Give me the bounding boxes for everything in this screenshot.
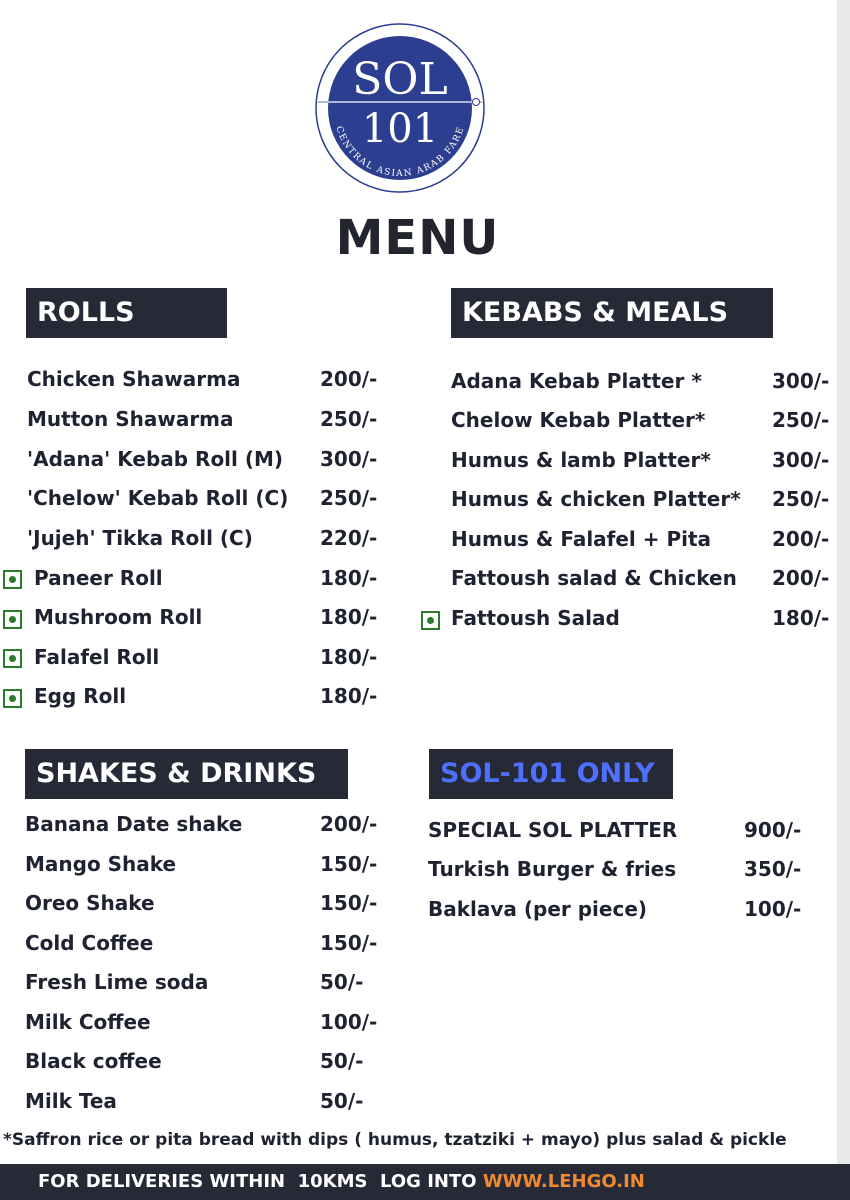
delivery-link[interactable]: WWW.LEHGO.IN [482,1171,645,1192]
item-name: Banana Date shake [25,812,243,836]
section-heading-rolls: ROLLS [26,288,227,338]
item-price: 220/- [320,526,378,550]
item-name: Mutton Shawarma [27,407,234,431]
item-price: 50/- [320,1089,364,1113]
item-price: 150/- [320,891,378,915]
delivery-text-wrap [38,1171,645,1192]
item-name: Cold Coffee [25,931,154,955]
item-price: 250/- [320,407,378,431]
footnote: *Saffron rice or pita bread with dips ( humus, tzatziki + mayo) plus salad & pickle [3,1130,787,1150]
section-heading-special: SOL-101 ONLY [429,749,673,799]
item-name: Fattoush salad & Chicken [451,566,737,590]
item-price: 150/- [320,931,378,955]
veg-icon [3,570,22,589]
item-price: 100/- [744,897,802,921]
veg-icon [3,610,22,629]
item-name: Falafel Roll [34,645,160,669]
item-price: 180/- [320,645,378,669]
logo-brand: SOL [352,54,448,105]
page-edge [837,0,850,1200]
item-name: 'Jujeh' Tikka Roll (C) [27,526,253,550]
item-name: Mushroom Roll [34,605,203,629]
item-price: 300/- [320,447,378,471]
item-name: Chicken Shawarma [27,367,241,391]
item-name: Baklava (per piece) [428,897,648,921]
item-price: 250/- [772,408,830,432]
veg-icon [3,649,22,668]
logo-tagline: CENTRAL ASIAN ARAB FARE [333,125,467,180]
veg-icon [421,611,440,630]
section-heading-kebabs: KEBABS & MEALS [451,288,773,338]
delivery-text: FOR DELIVERIES WITHIN 10KMS LOG INTO [38,1171,483,1192]
item-name: Humus & chicken Platter* [451,487,741,511]
item-name: Paneer Roll [34,566,163,590]
item-name: Fattoush Salad [451,606,620,630]
item-price: 100/- [320,1010,378,1034]
item-name: 'Chelow' Kebab Roll (C) [27,486,289,510]
item-name: Adana Kebab Platter * [451,369,702,393]
item-name: SPECIAL SOL PLATTER [428,818,678,842]
item-name: Oreo Shake [25,891,155,915]
item-price: 180/- [772,606,830,630]
page-title: MENU [335,210,500,266]
item-price: 180/- [320,684,378,708]
item-name: Milk Coffee [25,1010,151,1034]
item-name: Humus & Falafel + Pita [451,527,712,551]
item-name: Chelow Kebab Platter* [451,408,706,432]
item-name: Humus & lamb Platter* [451,448,711,472]
item-price: 250/- [772,487,830,511]
item-name: Fresh Lime soda [25,970,209,994]
section-heading-shakes: SHAKES & DRINKS [25,749,348,799]
item-name: Black coffee [25,1049,162,1073]
item-price: 350/- [744,857,802,881]
item-name: Turkish Burger & fries [428,857,677,881]
item-price: 150/- [320,852,378,876]
item-price: 250/- [320,486,378,510]
item-price: 50/- [320,1049,364,1073]
item-price: 200/- [320,812,378,836]
item-name: Egg Roll [34,684,127,708]
item-price: 300/- [772,369,830,393]
item-price: 900/- [744,818,802,842]
item-price: 200/- [320,367,378,391]
item-price: 180/- [320,566,378,590]
item-name: Milk Tea [25,1089,117,1113]
item-price: 200/- [772,527,830,551]
item-price: 180/- [320,605,378,629]
item-name: 'Adana' Kebab Roll (M) [27,447,284,471]
item-price: 300/- [772,448,830,472]
veg-icon [3,689,22,708]
sol101-logo [314,22,486,194]
item-price: 200/- [772,566,830,590]
item-price: 50/- [320,970,364,994]
logo-number: 101 [361,106,439,152]
delivery-bar [0,1164,850,1200]
item-name: Mango Shake [25,852,177,876]
